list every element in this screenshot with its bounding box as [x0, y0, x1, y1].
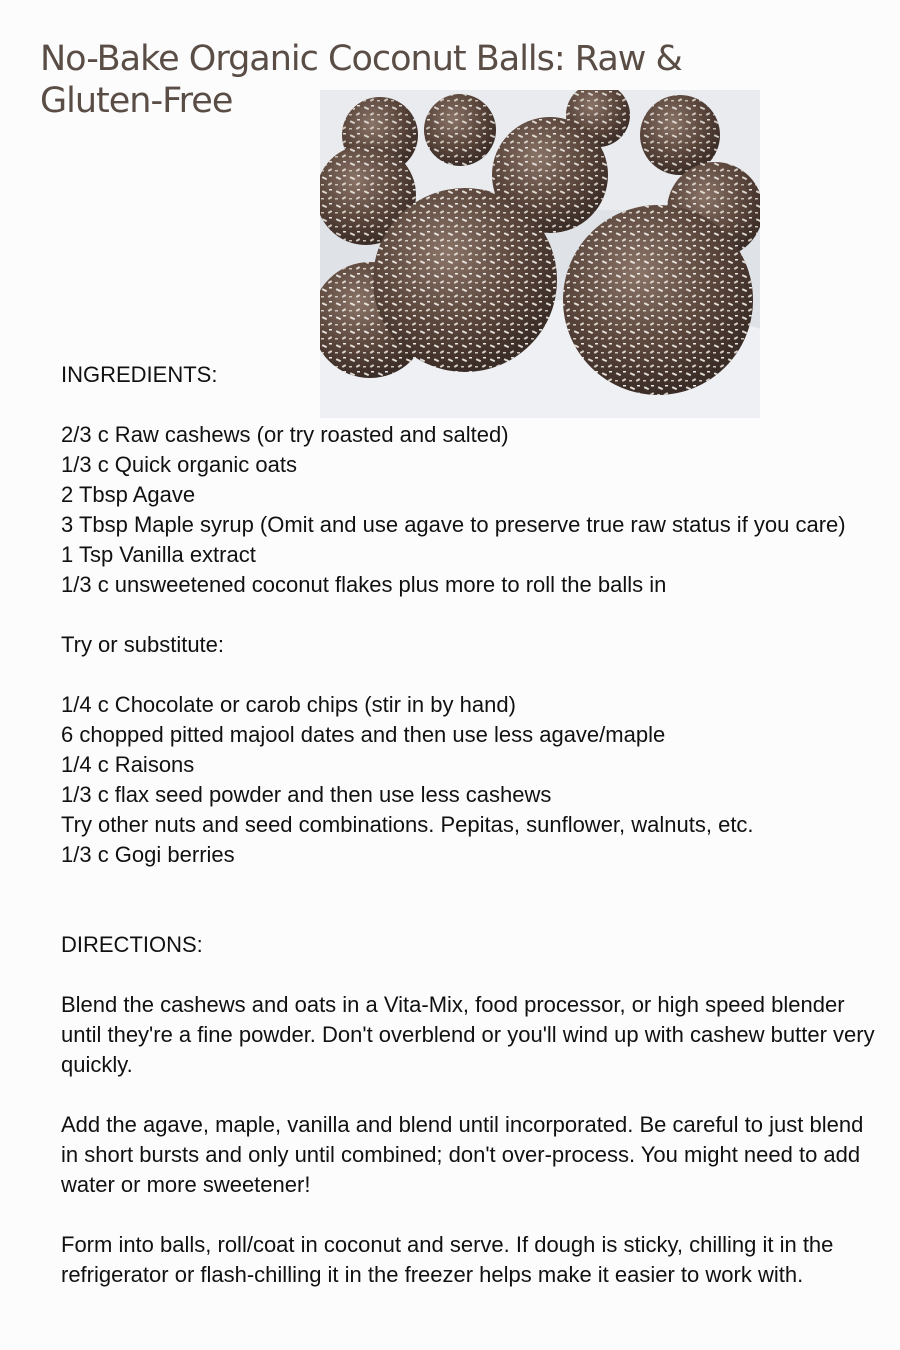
ingredient-item: 1 Tsp Vanilla extract — [61, 542, 256, 567]
direction-step: Blend the cashews and oats in a Vita-Mix, food processor, or high speed blender until they're a fine powder. Don't overblend or you'll wind up with cashew butter very quickly. — [61, 992, 875, 1077]
directions-heading: DIRECTIONS: — [61, 932, 203, 957]
direction-step: Add the agave, maple, vanilla and blend until incorporated. Be careful to just blend in short bursts and only until combined; don't over-process. You might need to add water or more sweetener! — [61, 1112, 864, 1197]
spacer — [61, 1080, 881, 1110]
ingredient-item: 2/3 c Raw cashews (or try roasted and salted) — [61, 422, 509, 447]
ingredient-item: 1/3 c Quick organic oats — [61, 452, 298, 477]
substitutes-heading: Try or substitute: — [61, 632, 225, 657]
page-title: No-Bake Organic Coconut Balls: Raw & Gluten-Free — [40, 39, 682, 121]
spacer — [61, 390, 881, 420]
spacer — [61, 600, 881, 630]
ingredient-item: 3 Tbsp Maple syrup (Omit and use agave to preserve true raw status if you care) — [61, 512, 846, 537]
spacer — [61, 870, 881, 930]
ingredient-item: 1/3 c unsweetened coconut flakes plus more to roll the balls in — [61, 572, 667, 597]
substitutes-list — [61, 690, 881, 870]
substitute-item: 1/4 c Raisons — [61, 752, 195, 777]
spacer — [61, 1200, 881, 1230]
spacer — [61, 660, 881, 690]
spacer — [61, 960, 881, 990]
ingredients-list — [61, 420, 881, 600]
substitute-item: 6 chopped pitted majool dates and then use less agave/maple — [61, 722, 666, 747]
recipe-body — [61, 360, 881, 1290]
substitute-item: 1/4 c Chocolate or carob chips (stir in by hand) — [61, 692, 516, 717]
substitute-item: 1/3 c flax seed powder and then use less cashews — [61, 782, 552, 807]
ingredients-heading: INGREDIENTS: — [61, 362, 218, 387]
substitute-item: 1/3 c Gogi berries — [61, 842, 235, 867]
substitute-item: Try other nuts and seed combinations. Pepitas, sunflower, walnuts, etc. — [61, 812, 754, 837]
direction-step: Form into balls, roll/coat in coconut and serve. If dough is sticky, chilling it in the refrigerator or flash-chilling it in the freezer helps make it easier to work with. — [61, 1232, 834, 1287]
ingredient-item: 2 Tbsp Agave — [61, 482, 196, 507]
